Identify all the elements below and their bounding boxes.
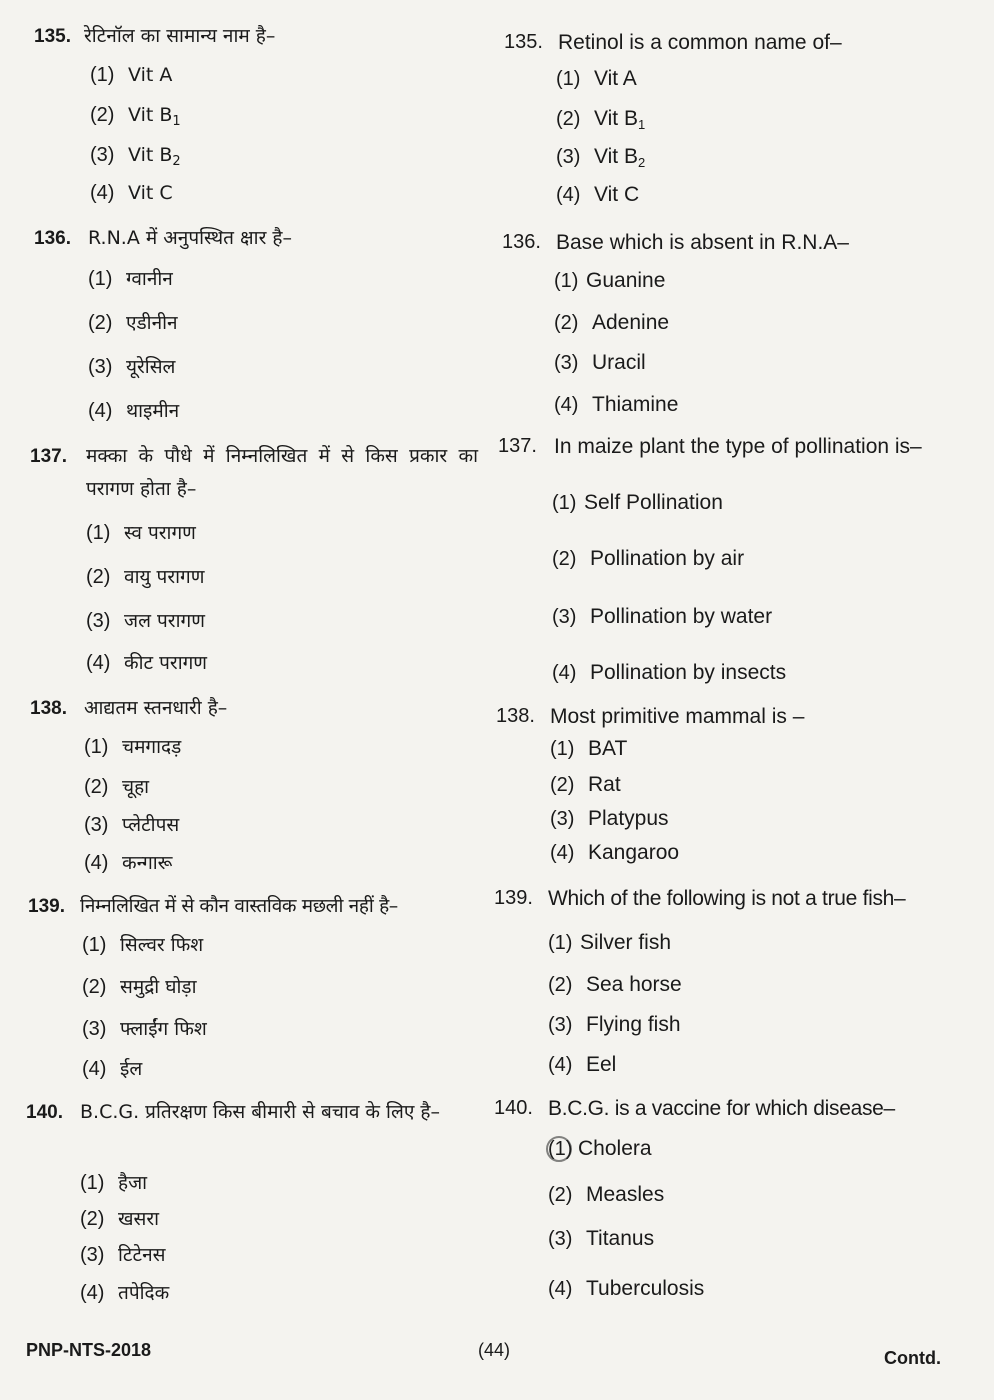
- option-2: (2) समुद्री घोड़ा: [82, 976, 197, 998]
- option-1: (1) चमगादड़: [84, 736, 182, 758]
- question-137-hindi: [0, 440, 478, 674]
- option-2: (2) Pollination by air: [552, 547, 745, 570]
- question-number: 137.: [498, 435, 537, 457]
- question-135-hindi: [0, 20, 470, 204]
- question-137-english: [494, 430, 964, 684]
- option-3: (3) Vit $B_2$: [90, 144, 181, 169]
- question-136-english: [494, 226, 964, 416]
- option-1: (1) Vit A: [90, 64, 173, 86]
- option-4: (4) Pollination by insects: [552, 661, 787, 684]
- option-2: (2) वायु परागण: [86, 566, 205, 588]
- option-1: (1) स्व परागण: [86, 522, 196, 544]
- option-2: (2) एडीनीन: [88, 312, 178, 334]
- option-4: (4) Thiamine: [554, 393, 679, 416]
- option-3: (3) Platypus: [550, 807, 669, 830]
- question-number: 136.: [34, 228, 71, 249]
- question-138-english: [494, 700, 964, 864]
- option-4: (4) कीट परागण: [86, 652, 208, 674]
- question-139-english: [494, 882, 964, 1076]
- option-3: (3) Vit $B_2$: [556, 145, 646, 170]
- option-4: (4) Kangaroo: [550, 841, 680, 864]
- option-3: (3) प्लेटीपस: [84, 814, 180, 836]
- option-4: (4) Vit C: [90, 182, 173, 204]
- option-4: (4) कन्गारू: [84, 852, 173, 874]
- question-text: B.C.G. is a vaccine for which disease–: [548, 1097, 895, 1120]
- option-1: (1) ग्वानीन: [88, 268, 173, 290]
- question-text: B.C.G. प्रतिरक्षण किस बीमारी से बचाव के लिए है–: [80, 1101, 440, 1123]
- question-number: 138.: [30, 698, 67, 719]
- english-column: [494, 0, 964, 1320]
- page-number: (44): [478, 1340, 511, 1360]
- option-4: (4) तपेदिक: [80, 1282, 170, 1304]
- option-3: (3) यूरेसिल: [88, 356, 176, 378]
- option-3: (3) फ्लाईंग फिश: [82, 1018, 207, 1040]
- continued-label: Contd.: [884, 1348, 941, 1368]
- option-4: (4) थाइमीन: [88, 400, 180, 422]
- question-text: मक्का के पौधे में निम्नलिखित में से किस प्रकार का परागण होता है–: [86, 445, 478, 500]
- option-2: (2) Vit $B_1$: [556, 107, 646, 132]
- question-text: In maize plant the type of pollination is–: [554, 435, 922, 458]
- question-number: 139.: [28, 896, 65, 917]
- question-number: 135.: [504, 31, 543, 53]
- question-139-hindi: [0, 890, 470, 1080]
- option-4: (4) Vit C: [556, 183, 640, 206]
- question-140-english: [494, 1092, 964, 1300]
- option-2: (2) चूहा: [84, 776, 150, 798]
- question-text: Retinol is a common name of–: [558, 31, 842, 54]
- option-1: (1) Vit A: [556, 67, 637, 90]
- option-2: (2) Adenine: [554, 311, 670, 334]
- question-number: 136.: [502, 231, 541, 253]
- option-1: (1) सिल्वर फिश: [82, 934, 204, 956]
- option-3: (3) Flying fish: [548, 1013, 681, 1036]
- option-1: (1) Cholera: [548, 1134, 652, 1164]
- question-text: आद्यतम स्तनधारी है–: [84, 697, 228, 719]
- hindi-column: [0, 0, 478, 1320]
- option-2: (2) Vit $B_1$: [90, 104, 181, 129]
- question-number: 137.: [30, 446, 67, 467]
- question-text: निम्नलिखित में से कौन वास्तविक मछली नहीं है–: [80, 895, 398, 917]
- option-3: (3) टिटेनस: [80, 1244, 166, 1266]
- option-4: (4) Eel: [548, 1053, 617, 1076]
- option-3: (3) Pollination by water: [552, 605, 773, 628]
- paper-code: PNP-NTS-2018: [26, 1340, 152, 1360]
- question-text: रेटिनॉल का सामान्य नाम है–: [84, 25, 276, 47]
- question-136-hindi: [0, 222, 470, 422]
- option-2: (2) खसरा: [80, 1208, 160, 1230]
- option-1: (1) Guanine: [554, 269, 666, 292]
- question-number: 139.: [494, 887, 533, 909]
- option-2: (2) Rat: [550, 773, 621, 796]
- option-4: (4) ईल: [82, 1058, 143, 1080]
- question-text: Base which is absent in R.N.A–: [556, 231, 849, 254]
- question-text: R.N.A में अनुपस्थित क्षार है–: [88, 227, 292, 249]
- question-number: 140.: [494, 1097, 533, 1119]
- question-138-hindi: [0, 692, 470, 874]
- option-1: (1) हैजा: [80, 1172, 148, 1194]
- answer-mark: (1): [548, 1134, 578, 1164]
- option-1: (1) BAT: [550, 737, 628, 760]
- option-1: (1) Self Pollination: [552, 491, 723, 514]
- option-3: (3) Uracil: [554, 351, 646, 374]
- option-3: (3) जल परागण: [86, 610, 205, 632]
- option-2: (2) Measles: [548, 1183, 665, 1206]
- option-1: (1) Silver fish: [548, 931, 672, 954]
- question-number: 135.: [34, 26, 71, 47]
- question-text: Which of the following is not a true fish–: [548, 887, 906, 910]
- question-135-english: [494, 26, 964, 206]
- question-text: Most primitive mammal is –: [550, 705, 805, 728]
- option-4: (4) Tuberculosis: [548, 1277, 705, 1300]
- option-2: (2) Sea horse: [548, 973, 682, 996]
- question-number: 140.: [26, 1102, 63, 1123]
- question-140-hindi: [0, 1096, 470, 1304]
- option-3: (3) Titanus: [548, 1227, 655, 1250]
- question-number: 138.: [496, 705, 535, 727]
